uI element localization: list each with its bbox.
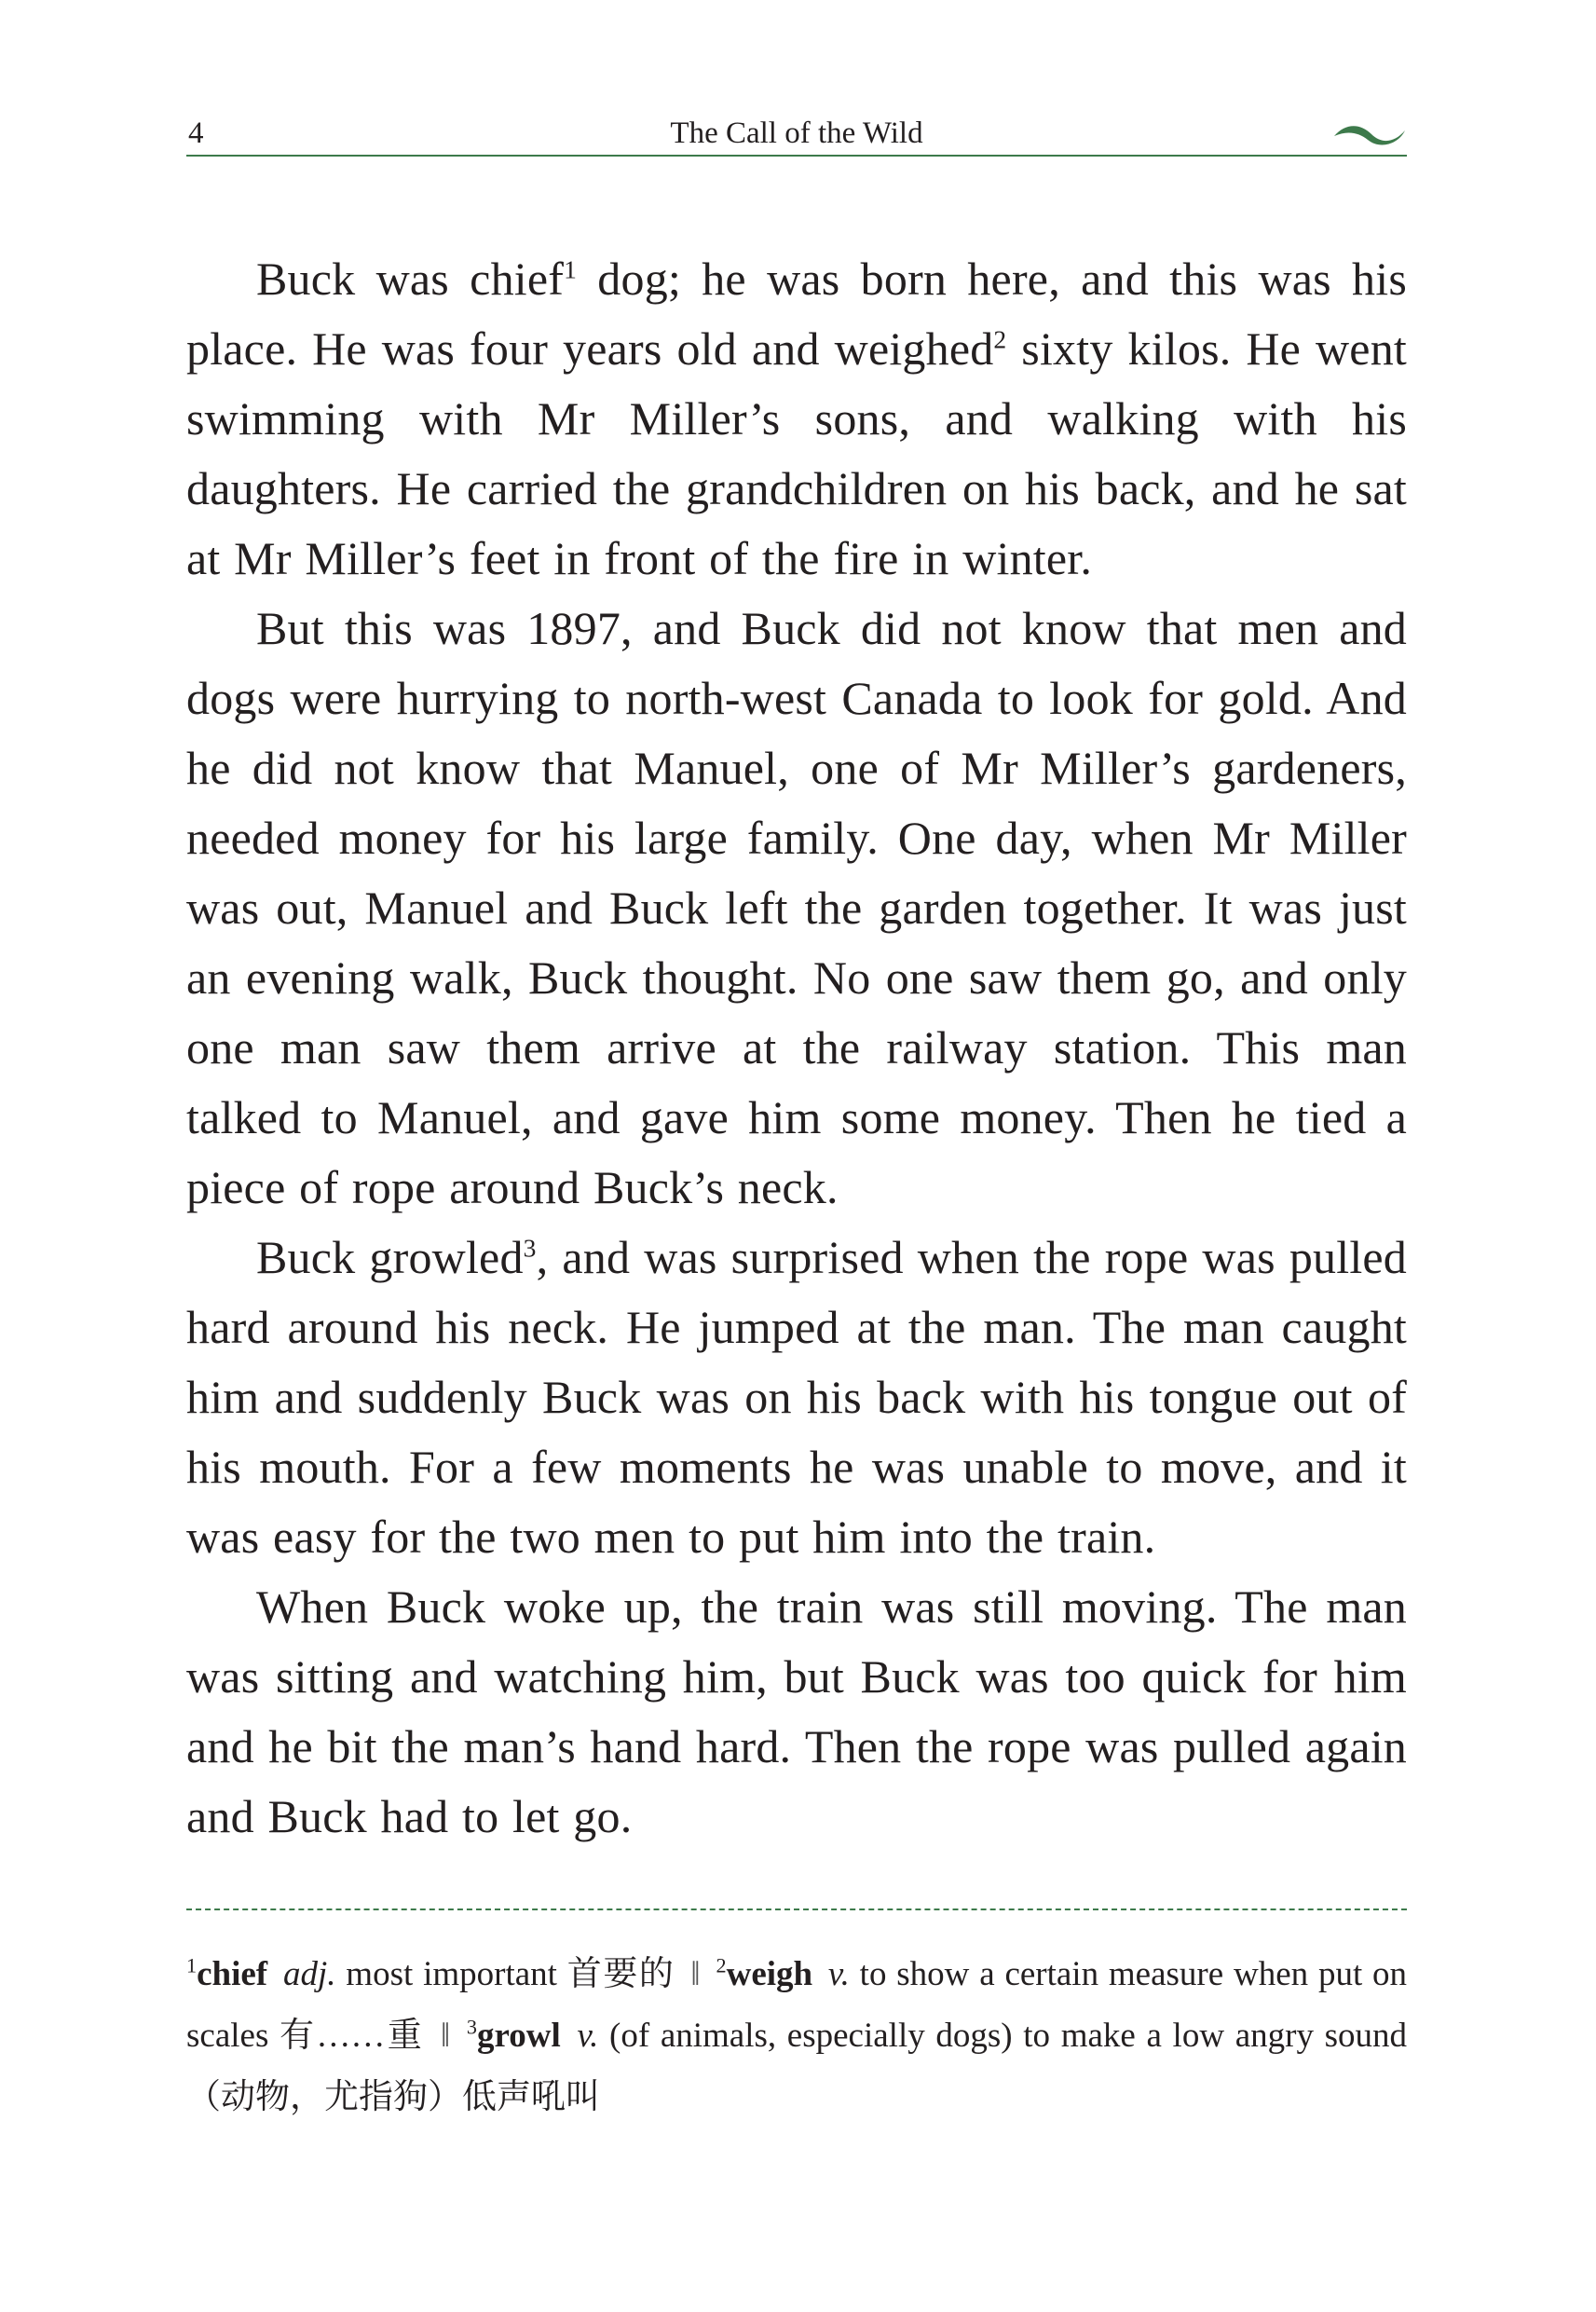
footnote-separator: ‖ <box>440 2017 451 2055</box>
paragraph-2: But this was 1897, and Buck did not know that men and dogs were hurrying to north-west Canada to look for gold. And he did not know that Manuel, one of Mr Miller’s gardeners, needed money for his large family. One day, when Mr Miller was out, Manuel and Buck left the garden together. It was just an evening walk, Buck thought. No one saw them go, and only one man saw them arrive at the railway station. This man talked to Manuel, and gave him some money. Then he tied a piece of rope around Buck’s neck. <box>186 602 1407 1213</box>
paragraph-1: Buck was chief$^1$ dog; he was born here, and this was his place. He was four years old and weighed$^2$ sixty kilos. He went swimming with Mr Miller’s sons, and walking with his daughters. He carried the grandchildren on his back, and he sat at Mr Miller’s feet in front of the fire in winter. <box>186 253 1407 584</box>
body-text <box>186 244 1407 1852</box>
header-rule <box>186 155 1407 157</box>
running-title: The Call of the Wild <box>670 116 923 150</box>
footnote-ref-1: 1 <box>564 254 578 284</box>
footnote-ref-2: 2 <box>993 324 1007 354</box>
paragraph-4: When Buck woke up, the train was still moving. The man was sitting and watching him, but Buck was too quick for him and he bit the man’s hand hard. Then the rope was pulled again and Buck had to let go. <box>186 1580 1407 1842</box>
footnotes <box>186 1944 1407 2128</box>
footnote-1: $^1$chief adj. most important 首要的 <box>186 1953 675 1993</box>
footnote-separator: ‖ <box>690 1955 701 1993</box>
page-number: 4 <box>188 116 204 150</box>
footnote-3: $^3$growl v. (of animals, especially dogs) to make a low angry sound（动物，尤指狗）低声吼叫 <box>186 2015 1408 2116</box>
paragraph-3: Buck growled$^3$, and was surprised when the rope was pulled hard around his neck. He jumped at the man. The man caught him and suddenly Buck was on his back with his tongue out of his mouth. For a few moments he was unable to move, and it was easy for the two men to put him into the train. <box>186 1231 1407 1563</box>
green-swash-ornament-icon <box>1332 119 1407 151</box>
footnote-2: $^2$weigh v. to show a certain measure when put on scales 有……重 <box>186 1953 1408 2055</box>
footnote-ref-3: 3 <box>523 1233 537 1263</box>
footnote-divider <box>186 1908 1407 1910</box>
running-header <box>186 110 1407 157</box>
